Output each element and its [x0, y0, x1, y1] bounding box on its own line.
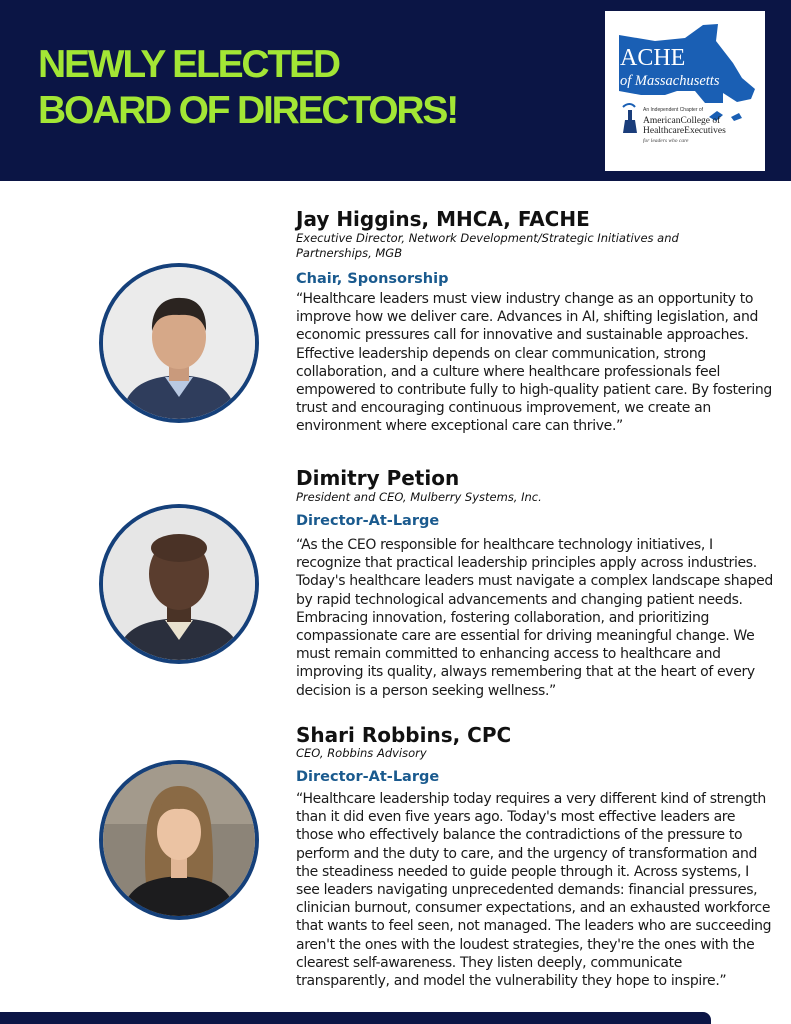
director-2-name: Dimitry Petion	[296, 466, 460, 490]
director-3-role: Director-At-Large	[296, 769, 440, 785]
logo-college-line-1: AmericanCollege of	[643, 116, 721, 126]
page-title-line-1: NEWLY ELECTED	[38, 43, 339, 86]
header-banner	[0, 0, 791, 181]
director-1-title: Executive Director, Network Development/Strategic Initiatives and Partnerships, MGB	[296, 231, 679, 260]
footer-bar	[0, 1012, 711, 1024]
page-title	[38, 42, 457, 134]
director-3-title: CEO, Robbins Advisory	[296, 746, 427, 760]
caduceus-icon	[623, 120, 637, 133]
logo-ache-text: ACHE	[620, 45, 686, 71]
person-portrait-icon	[103, 764, 255, 916]
director-2-quote: “As the CEO responsible for healthcare technology initiatives, I recognize that practical leadership principles apply across industries. Today's healthcare leaders must navigate a complex landscape shaped by rapid technological advancements and changing patient needs. Embracing innovation, fostering collaboration, and prioritizing compassionate care are essential for driving meaningful change. We must remain committed to enhancing access to healthcare and improving its quality, always remembering that at the heart of every decision is a person seeking wellness.”	[296, 537, 773, 699]
person-portrait-icon	[103, 508, 255, 660]
page-title-line-2: BOARD OF DIRECTORS!	[38, 89, 457, 132]
director-3-photo	[99, 760, 259, 920]
ache-logo	[605, 11, 765, 171]
director-3-name: Shari Robbins, CPC	[296, 723, 512, 747]
director-1-photo	[99, 263, 259, 423]
logo-independent-text: An Independent Chapter of	[643, 107, 704, 113]
director-2-role: Director-At-Large	[296, 513, 440, 529]
director-2-title: President and CEO, Mulberry Systems, Inc.	[296, 490, 542, 504]
director-1-quote: “Healthcare leaders must view industry change as an opportunity to improve how we deliver care. Advances in AI, shifting legislation, and economic pressures call for innovative and sustainable approaches. Effective leadership depends on clear communication, strong collaboration, and a culture where healthcare professionals feel empowered to contribute fully to high-quality patient care. By fostering trust and encouraging continuous improvement, we create an environment where exceptional care can thrive.”	[296, 291, 772, 435]
director-1-name: Jay Higgins, MHCA, FACHE	[296, 207, 590, 231]
person-portrait-icon	[103, 267, 255, 419]
logo-college-line-2: HealthcareExecutives	[643, 126, 726, 136]
director-1-role: Chair, Sponsorship	[296, 271, 449, 287]
director-3-quote: “Healthcare leadership today requires a very different kind of strength than it did even five years ago. Today's most effective leaders are those who effectively balance the contradictions of the pressure to perform and the duty to care, and the urgency of transformation and the steadiness needed to guide people through it. Across systems, I see leaders navigating unprecedented demands: financial pressures, clinician burnout, consumer expectations, and an exhausted workforce that wants to feel seen, not managed. The leaders who are succeeding aren't the ones with the loudest strategies, they're the ones with the clearest self-awareness. They listen deeply, communicate transparently, and model the vulnerability they hope to inspire.”	[296, 791, 772, 990]
massachusetts-map-logo	[605, 11, 765, 171]
director-2-photo	[99, 504, 259, 664]
logo-tagline: for leaders who care	[643, 138, 689, 144]
logo-massachusetts-text: of Massachusetts	[620, 73, 720, 89]
